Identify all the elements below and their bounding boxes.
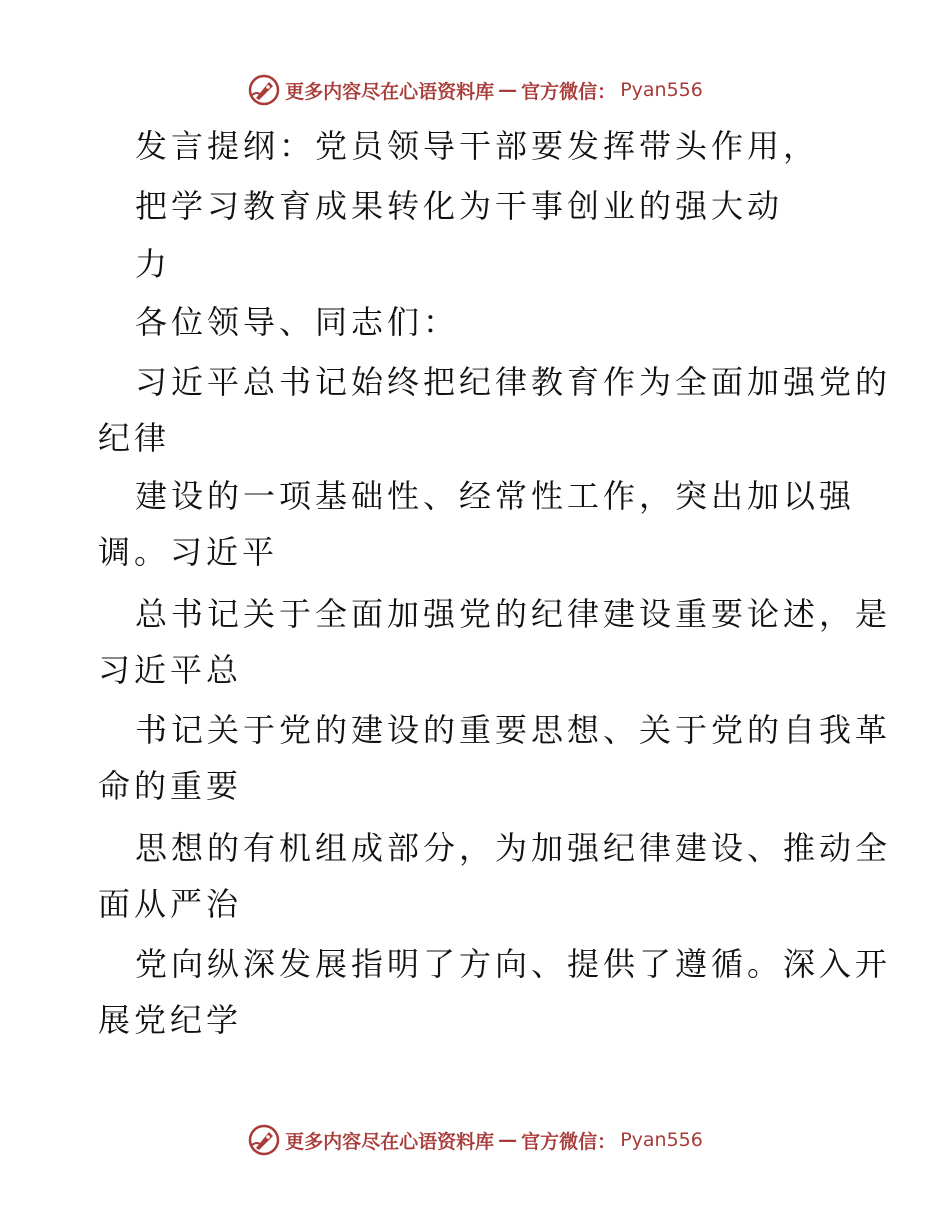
body-line: 纪律	[98, 419, 171, 457]
body-line: 书记关于党的建设的重要思想、关于党的自我革	[135, 711, 892, 749]
pen-nib-icon	[247, 73, 281, 107]
body-line: 展党纪学	[98, 1001, 243, 1039]
pen-nib-icon	[247, 1123, 281, 1157]
title-line-3: 力	[135, 245, 172, 283]
body-line: 总书记关于全面加强党的纪律建设重要论述，是	[135, 595, 892, 633]
title-line-2: 把学习教育成果转化为干事创业的强大动	[135, 187, 784, 225]
footer-watermark	[0, 1120, 950, 1160]
header-watermark	[0, 70, 950, 110]
watermark-wechat-id: Pyan556	[620, 1129, 703, 1151]
watermark-official: 官方微信：	[521, 1130, 617, 1153]
body-line: 党向纵深发展指明了方向、提供了遵循。深入开	[135, 945, 892, 983]
watermark-official: 官方微信：	[521, 80, 617, 103]
watermark-text: 更多内容尽在心语资料库	[285, 1130, 495, 1153]
watermark-wechat-id: Pyan556	[620, 79, 703, 101]
body-line: 面从严治	[98, 885, 243, 923]
title-line-1: 发言提纲：党员领导干部要发挥带头作用，	[135, 127, 820, 165]
watermark-dash: —	[498, 79, 518, 101]
watermark-text: 更多内容尽在心语资料库	[285, 80, 495, 103]
body-line: 调。习近平	[98, 533, 279, 571]
watermark-dash: —	[498, 1129, 518, 1151]
body-line: 思想的有机组成部分，为加强纪律建设、推动全	[135, 829, 892, 867]
salutation: 各位领导、同志们：	[135, 303, 460, 341]
body-line: 习近平总	[98, 651, 243, 689]
body-line: 建设的一项基础性、经常性工作，突出加以强	[135, 477, 856, 515]
body-line: 命的重要	[98, 767, 243, 805]
body-line: 习近平总书记始终把纪律教育作为全面加强党的	[135, 363, 892, 401]
